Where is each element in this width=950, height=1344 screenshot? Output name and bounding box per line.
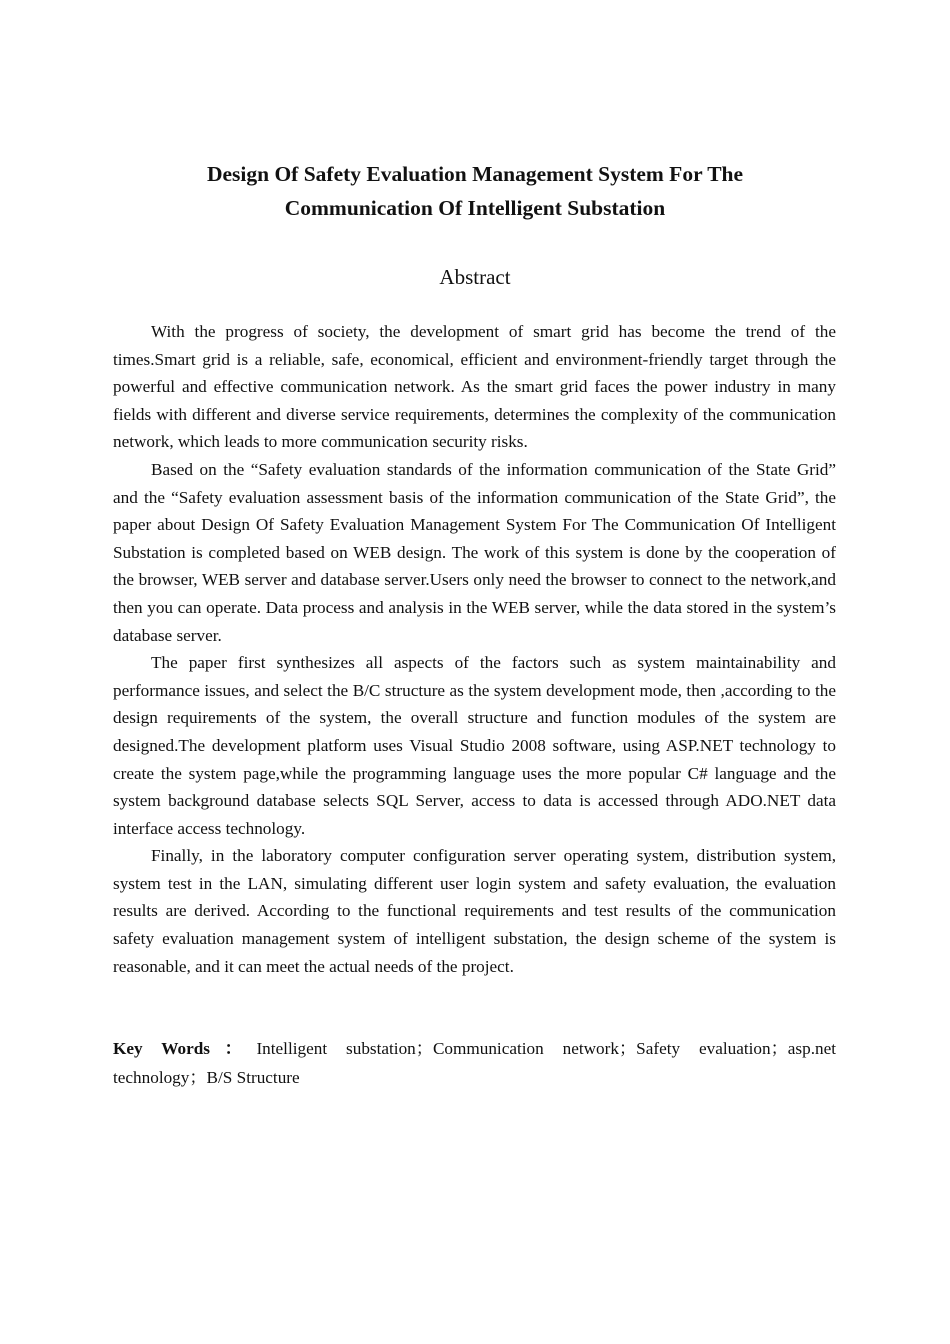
keywords-line xyxy=(113,1035,836,1092)
paper-title xyxy=(113,157,837,225)
keywords-label: Key Words： xyxy=(113,1039,257,1058)
paper-title-line-1: Design Of Safety Evaluation Management System For The xyxy=(206,162,744,186)
abstract-paragraph-4: Finally, in the laboratory computer configuration server operating system, distribution system, system test in the LAN, simulating different user login system and safety evaluation, the evaluation results are derived. According to the functional requirements and test results of the communication safety evaluation management system of intelligent substation, the design scheme of the system is reasonable, and it can meet the actual needs of the project. xyxy=(113,846,836,976)
abstract-body xyxy=(113,318,836,980)
paper-title-line-2: Communication Of Intelligent Substation xyxy=(284,196,666,220)
abstract-paragraph-1: With the progress of society, the development of smart grid has become the trend of the times.Smart grid is a reliable, safe, economical, efficient and environment-friendly target through the powerful and effective communication network. As the smart grid faces the power industry in many fields with different and diverse service requirements, determines the complexity of the communication network, which leads to more communication security risks. xyxy=(113,322,836,452)
abstract-heading: Abstract xyxy=(439,265,511,289)
abstract-paragraph-2: Based on the “Safety evaluation standards of the information communication of the State Grid” and the “Safety evaluation assessment basis of the information communication of the State Grid”, the paper about Design Of Safety Evaluation Management System For The Communication Of Intelligent Substation is completed based on WEB design. The work of this system is done by the cooperation of the browser, WEB server and database server.Users only need the browser to connect to the network,and then you can operate. Data process and analysis in the WEB server, while the data stored in the system’s database server. xyxy=(113,459,836,645)
keywords-text: Intelligent substation；Communication network；Safety evaluation；asp.net technology；B/S Structure xyxy=(113,1039,836,1087)
abstract-paragraph-3: The paper first synthesizes all aspects of the factors such as system maintainability and performance issues, and select the B/C structure as the system development mode, then ,according to the design requirements of the system, the overall structure and function modules of the system are designed.The development platform uses Visual Studio 2008 software, using ASP.NET technology to create the system page,while the programming language uses the more popular C# language and the system background database selects SQL Server, access to data is accessed through ADO.NET data interface access technology. xyxy=(113,653,836,838)
